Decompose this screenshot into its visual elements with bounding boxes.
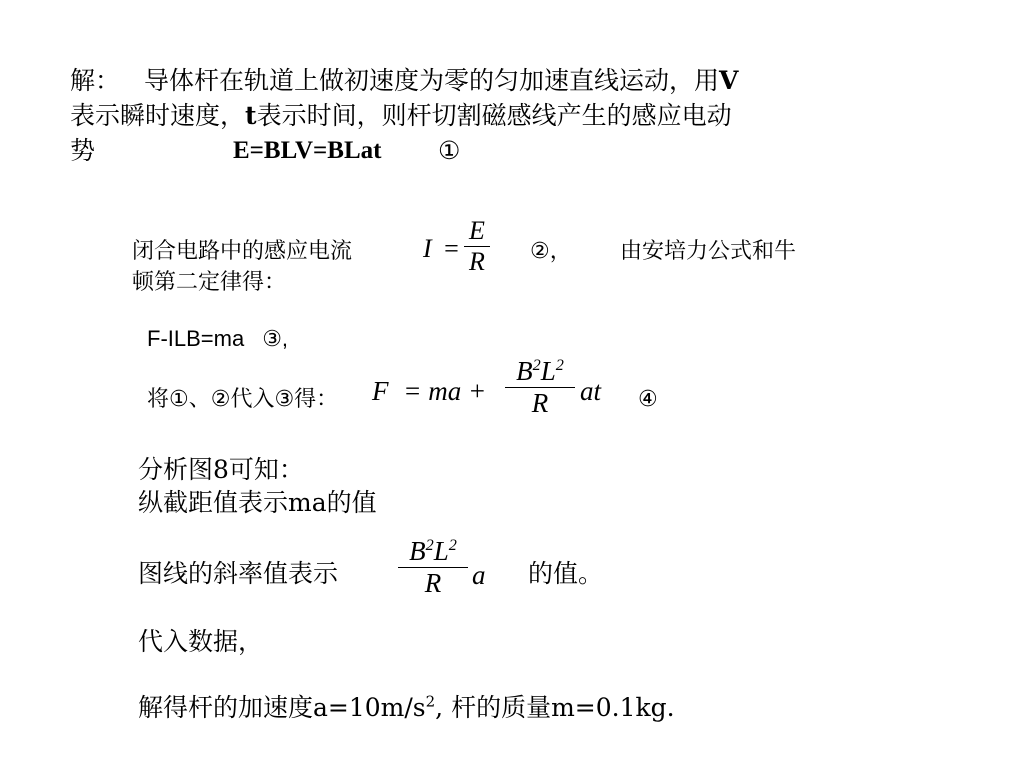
slope-end: 的值。 (528, 559, 604, 588)
equation-mark-1: ① (438, 136, 461, 165)
analysis-line-1: 分析图8可知： (138, 455, 304, 484)
intro-line-3-text: 势 (70, 136, 96, 165)
analysis-line-2: 纵截距值表示ma的值 (138, 488, 377, 517)
time-symbol: t (245, 101, 257, 130)
newton-text: 顿第二定律得： (132, 270, 287, 295)
intro-line-2-b: 表示时间，则杆切割磁感线产生的感应电动 (256, 101, 732, 130)
current-fraction (464, 216, 490, 277)
velocity-symbol: V (719, 66, 739, 95)
intro-line-3 (70, 134, 95, 168)
b-symbol: B (409, 536, 426, 566)
intro-text: 导体杆在轨道上做初速度为零的匀加速直线运动，用 (144, 66, 720, 95)
emf-equation: E=BLV=BLat (233, 137, 382, 164)
equation-mark-3: ③, (262, 326, 289, 351)
force-equation-text: F-ILB=ma (147, 326, 245, 351)
substitute-text: 将①、②代入③得： (147, 387, 339, 412)
l-exponent: 2 (448, 536, 457, 554)
intro-line-2-a: 表示瞬时速度， (70, 101, 246, 130)
equation-mark-4: ④ (638, 387, 658, 412)
substitute-fraction (505, 356, 575, 419)
b-symbol: B (516, 356, 533, 386)
force-symbol: F (372, 376, 389, 406)
fraction-numerator (398, 536, 468, 567)
intro-line-1 (70, 64, 738, 98)
data-line: 代入数据， (138, 627, 264, 656)
b-exponent: 2 (425, 536, 434, 554)
slope-text: 图线的斜率值表示 (138, 559, 339, 588)
intro-line-2 (70, 99, 732, 133)
l-exponent: 2 (555, 356, 564, 374)
fraction-numerator: E (469, 216, 485, 245)
b-exponent: 2 (532, 356, 541, 374)
fraction-denominator: R (469, 247, 485, 276)
ampere-text: 由安培力公式和牛 (620, 239, 797, 264)
equals-sign: = (444, 234, 459, 263)
slope-tail: a (472, 560, 486, 590)
result-line (138, 691, 675, 725)
fraction-denominator: R (531, 388, 549, 418)
substitute-tail: at (580, 376, 602, 406)
equation-mark-2: ②， (530, 239, 572, 264)
fraction-denominator: R (424, 568, 442, 598)
result-exponent: 2 (425, 692, 436, 711)
result-mass: , 杆的质量m=0.1kg. (435, 693, 675, 722)
l-symbol: L (433, 536, 449, 566)
current-symbol: I (423, 234, 432, 263)
substitute-lhs (372, 376, 486, 407)
fraction-numerator (505, 356, 575, 387)
substitute-mid: = ma + (403, 376, 487, 406)
current-lhs (423, 234, 459, 264)
result-acceleration: 解得杆的加速度a=10m/s (138, 693, 426, 722)
solution-label: 解： (70, 66, 121, 95)
current-text: 闭合电路中的感应电流 (132, 239, 353, 264)
l-symbol: L (540, 356, 556, 386)
force-equation (147, 326, 288, 352)
slope-fraction (398, 536, 468, 599)
